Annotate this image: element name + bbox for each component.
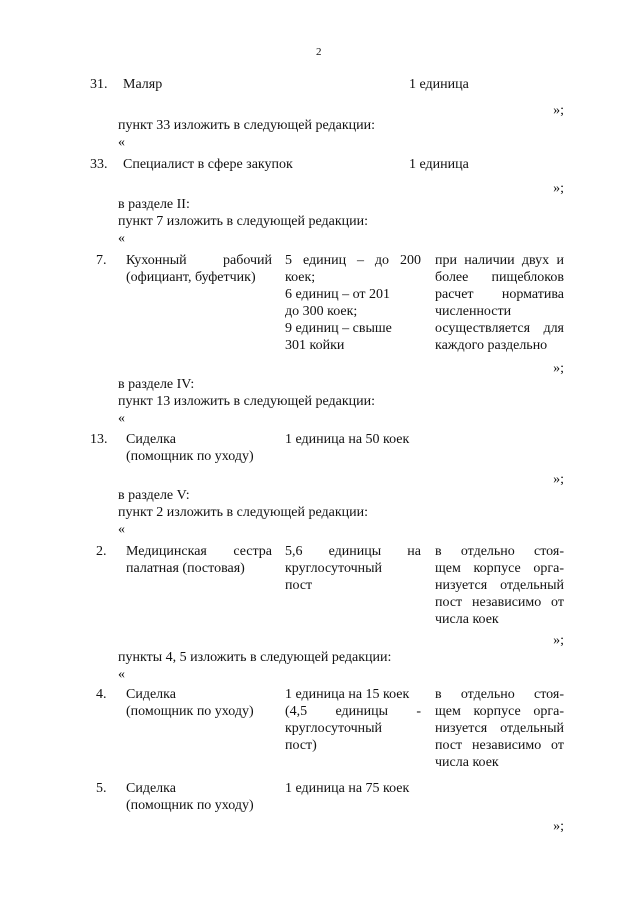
- row-2-note-line: низуется отдельный: [435, 578, 564, 593]
- row-2-note-line: в отдельно стоя-: [435, 544, 564, 559]
- row-7-note-line: расчет норматива: [435, 287, 564, 302]
- opening-quote: «: [118, 411, 125, 426]
- row-7-quantity-line: 301 койки: [285, 338, 345, 353]
- row-4-quantity: [285, 686, 421, 754]
- closing-quote: »;: [553, 103, 564, 118]
- row-4-note-line: щем корпусе орга-: [435, 704, 564, 719]
- row-2-number: 2.: [96, 544, 107, 559]
- row-2-title-line: палатная (постовая): [126, 561, 245, 576]
- instruction-paragraph-13: пункт 13 изложить в следующей редакции:: [118, 394, 375, 409]
- row-7-quantity-line: 9 единиц – свыше: [285, 321, 392, 336]
- row-2-quantity-line: круглосуточный: [285, 561, 383, 576]
- row-4-number: 4.: [96, 687, 107, 702]
- row-7-note-line: более пищеблоков: [435, 270, 564, 285]
- instruction-paragraph-33: пункт 33 изложить в следующей редакции:: [118, 118, 375, 133]
- row-4-note-line: числа коек: [435, 755, 499, 770]
- row-4-note: [435, 686, 564, 771]
- row-5-title-line: (помощник по уходу): [126, 798, 254, 813]
- closing-quote: »;: [553, 819, 564, 834]
- row-7-title-line: (официант, буфетчик): [126, 270, 256, 285]
- row-7-quantity-line: коек;: [285, 270, 316, 285]
- row-7-title-line: Кухонный рабочий: [126, 253, 272, 268]
- row-13-title-line: Сиделка: [126, 432, 176, 447]
- instruction-paragraph-7: пункт 7 изложить в следующей редакции:: [118, 214, 368, 229]
- row-2-quantity-line: пост: [285, 578, 313, 593]
- row-4-quantity-line: 1 единица на 15 коек: [285, 687, 410, 702]
- closing-quote: »;: [553, 633, 564, 648]
- row-5-title-line: Сиделка: [126, 781, 176, 796]
- row-7-quantity-line: до 300 коек;: [285, 304, 358, 319]
- row-5-number: 5.: [96, 781, 107, 796]
- row-4-note-line: пост независимо от: [435, 738, 564, 753]
- row-4-title: [126, 686, 276, 720]
- row-2-note-line: числа коек: [435, 612, 499, 627]
- row-5-title: [126, 780, 276, 814]
- row-4-quantity-line: круглосуточный: [285, 721, 383, 736]
- closing-quote: »;: [553, 181, 564, 196]
- row-13-title: [126, 431, 276, 465]
- row-7-note-line: каждого раздельно: [435, 338, 548, 353]
- page-number: 2: [316, 46, 322, 58]
- opening-quote: «: [118, 231, 125, 246]
- row-31-quantity: 1 единица: [409, 77, 469, 92]
- row-4-note-line: низуется отдельный: [435, 721, 564, 736]
- row-13-number: 13.: [90, 432, 108, 447]
- row-4-quantity-line: пост): [285, 738, 317, 753]
- row-5-quantity: 1 единица на 75 коек: [285, 781, 410, 796]
- row-4-title-line: (помощник по уходу): [126, 704, 254, 719]
- row-7-title: [126, 252, 272, 286]
- row-7-quantity-line: 5 единиц – до 200: [285, 253, 421, 268]
- instruction-paragraph-2: пункт 2 изложить в следующей редакции:: [118, 505, 368, 520]
- section-heading-2: в разделе II:: [118, 197, 190, 212]
- row-7-number: 7.: [96, 253, 107, 268]
- row-4-title-line: Сиделка: [126, 687, 176, 702]
- row-4-quantity-line: (4,5 единицы -: [285, 704, 421, 719]
- instruction-paragraph-4-5: пункты 4, 5 изложить в следующей редакции:: [118, 650, 392, 665]
- row-7-note-line: при наличии двух и: [435, 253, 564, 268]
- row-33-number: 33.: [90, 157, 108, 172]
- opening-quote: «: [118, 522, 125, 537]
- row-13-quantity: 1 единица на 50 коек: [285, 432, 410, 447]
- closing-quote: »;: [553, 361, 564, 376]
- closing-quote: »;: [553, 472, 564, 487]
- row-31-number: 31.: [90, 77, 108, 92]
- row-2-note-line: пост независимо от: [435, 595, 564, 610]
- opening-quote: «: [118, 667, 125, 682]
- row-2-title: [126, 543, 272, 577]
- section-heading-5: в разделе V:: [118, 488, 190, 503]
- row-4-note-line: в отдельно стоя-: [435, 687, 564, 702]
- row-7-note-line: осуществляется для: [435, 321, 564, 336]
- row-7-note-line: численности: [435, 304, 512, 319]
- row-31-title: Маляр: [123, 77, 163, 92]
- row-7-note: [435, 252, 564, 354]
- row-33-title: Специалист в сфере закупок: [123, 157, 293, 172]
- row-2-note: [435, 543, 564, 628]
- row-2-note-line: щем корпусе орга-: [435, 561, 564, 576]
- row-2-quantity: [285, 543, 421, 594]
- opening-quote: «: [118, 135, 125, 150]
- row-7-quantity-line: 6 единиц – от 201: [285, 287, 391, 302]
- row-33-quantity: 1 единица: [409, 157, 469, 172]
- row-2-quantity-line: 5,6 единицы на: [285, 544, 421, 559]
- row-7-quantity: [285, 252, 421, 354]
- row-2-title-line: Медицинская сестра: [126, 544, 272, 559]
- section-heading-4: в разделе IV:: [118, 377, 195, 392]
- row-13-title-line: (помощник по уходу): [126, 449, 254, 464]
